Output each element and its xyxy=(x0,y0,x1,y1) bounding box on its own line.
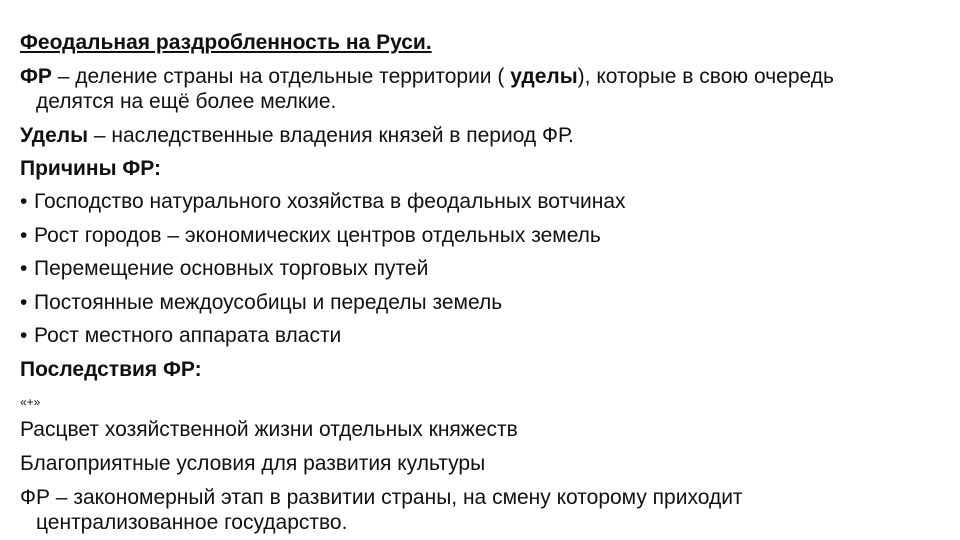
page-title: Феодальная раздробленность на Руси. xyxy=(20,31,432,54)
cause-item xyxy=(20,290,502,316)
consequences-heading: Последствия ФР: xyxy=(20,358,202,381)
fr-definition-line2: делятся на ещё более мелкие. xyxy=(36,90,337,113)
bullet-icon: • xyxy=(20,224,28,247)
bullet-icon: • xyxy=(20,291,28,314)
udely-definition-text: – наследственные владения князей в период ФР. xyxy=(88,124,574,147)
cause-item xyxy=(20,223,601,249)
fr-term: ФР xyxy=(20,65,52,88)
udely-word: уделы xyxy=(510,65,578,88)
plus-label: «+» xyxy=(20,395,41,409)
udely-term: Уделы xyxy=(20,124,89,147)
fr-definition-line1 xyxy=(20,64,834,90)
cause-text: Рост местного аппарата власти xyxy=(34,324,342,347)
cause-text: Перемещение основных торговых путей xyxy=(34,257,429,280)
causes-heading: Причины ФР: xyxy=(20,157,162,180)
bullet-icon: • xyxy=(20,324,28,347)
cause-item xyxy=(20,189,626,215)
cause-item xyxy=(20,256,428,282)
consequence-item: Благоприятные условия для развития культуры xyxy=(20,452,486,475)
bullet-icon: • xyxy=(20,257,28,280)
udely-definition xyxy=(20,123,574,149)
fr-definition-text-after: ), которые в свою очередь xyxy=(577,65,834,88)
cause-item xyxy=(20,323,341,349)
cause-text: Постоянные междоусобицы и переделы земель xyxy=(34,291,503,314)
consequence-item-continuation: централизованное государство. xyxy=(36,511,348,534)
fr-definition-text: – деление страны на отдельные территории ( xyxy=(51,65,511,88)
bullet-icon: • xyxy=(20,190,28,213)
consequence-item: ФР – закономерный этап в развитии страны, на смену которому приходит xyxy=(20,486,743,509)
consequence-item: Расцвет хозяйственной жизни отдельных княжеств xyxy=(20,418,518,441)
cause-text: Рост городов – экономических центров отдельных земель xyxy=(34,224,601,247)
cause-text: Господство натурального хозяйства в феодальных вотчинах xyxy=(34,190,626,213)
